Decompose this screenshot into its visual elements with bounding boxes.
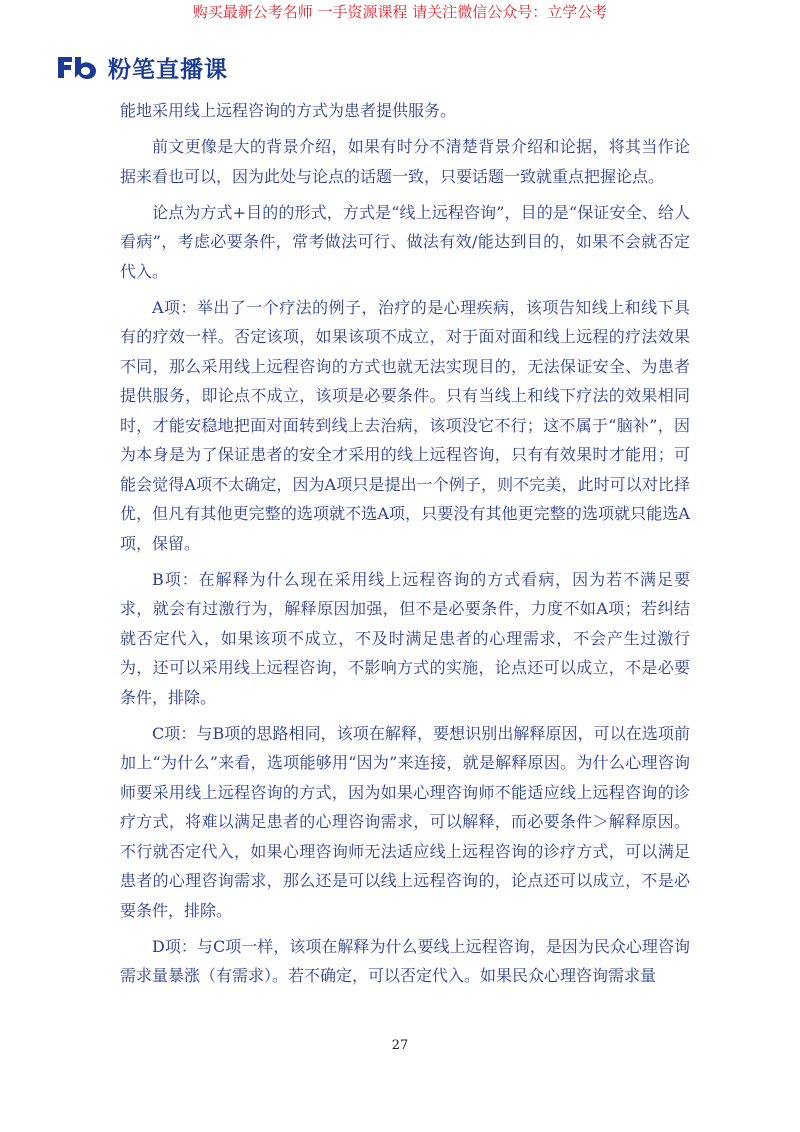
paragraph-option-a: A项：举出了一个疗法的例子，治疗的是心理疾病，该项告知线上和线下具有的疗效一样。否定该项，如果该项不成立，对于面对面和线上远程的疗法效果不同，那么采用线上远程咨询的方式也就无法实现目的，无法保证安全、为患者提供服务，即论点不成立，该项是必要条件。只有当线上和线下疗法的效果相同时，才能安稳地把面对面转到线上去治病，该项没它不行；这不属于“脑补”，因为本身是为了保证患者的安全才采用的线上远程咨询，只有有效果时才能用；可能会觉得A项不太确定，因为A项只是提出一个例子，则不完美，此时可以对比择优，但凡有其他更完整的选项就不选A项，只要没有其他更完整的选项就只能选A项，保留。: [120, 297, 690, 553]
paragraph: 能地采用线上远程咨询的方式为患者提供服务。: [120, 101, 457, 120]
paragraph-option-b: B项：在解释为什么现在采用线上远程咨询的方式看病，因为若不满足要求，就会有过激行为，解释原因加强，但不是必要条件，力度不如A项；若纠结就否定代入，如果该项不成立，不及时满足患者的心理需求，不会产生过激行为，还可以采用线上远程咨询，不影响方式的实施，论点还可以成立，不是必要条件，排除。: [120, 569, 690, 707]
paragraph-option-d: D项：与C项一样，该项在解释为什么要线上远程咨询，是因为民众心理咨询需求量暴涨（有需求）。若不确定，可以否定代入。如果民众心理咨询需求量: [120, 936, 690, 985]
top-promo-banner: 购买最新公考名师 一手资源课程 请关注微信公众号：立学公考: [192, 3, 608, 21]
fb-logo-mark-icon: [56, 53, 100, 81]
paragraph-option-c: C项：与B项的思路相同，该项在解释，要想识别出解释原因，可以在选项前加上“为什么”来看，选项能够用“因为”来连接，就是解释原因。为什么心理咨询师要采用线上远程咨询的方式，因为如果心理咨询师不能适应线上远程咨询的诊疗方式，将难以满足患者的心理咨询需求，可以解释，而必要条件＞解释原因。不行就否定代入，如果心理咨询师无法适应线上远程咨询的诊疗方式，可以满足患者的心理咨询需求，那么还是可以线上远程咨询的，论点还可以成立，不是必要条件，排除。: [120, 723, 690, 920]
paragraph: 论点为方式+目的的形式，方式是“线上远程咨询”，目的是“保证安全、给人看病”，考虑必要条件，常考做法可行、做法有效/能达到目的，如果不会就否定代入。: [120, 202, 690, 281]
brand-name: 粉笔直播课: [108, 56, 228, 83]
paragraph: 前文更像是大的背景介绍，如果有时分不清楚背景介绍和论据，将其当作论据来看也可以，因为此处与论点的话题一致，只要话题一致就重点把握论点。: [120, 137, 690, 186]
fb-logo-icon: [56, 53, 100, 81]
page-number: 27: [391, 1038, 409, 1053]
brand-logo: [56, 50, 228, 84]
document-body: [120, 96, 690, 997]
